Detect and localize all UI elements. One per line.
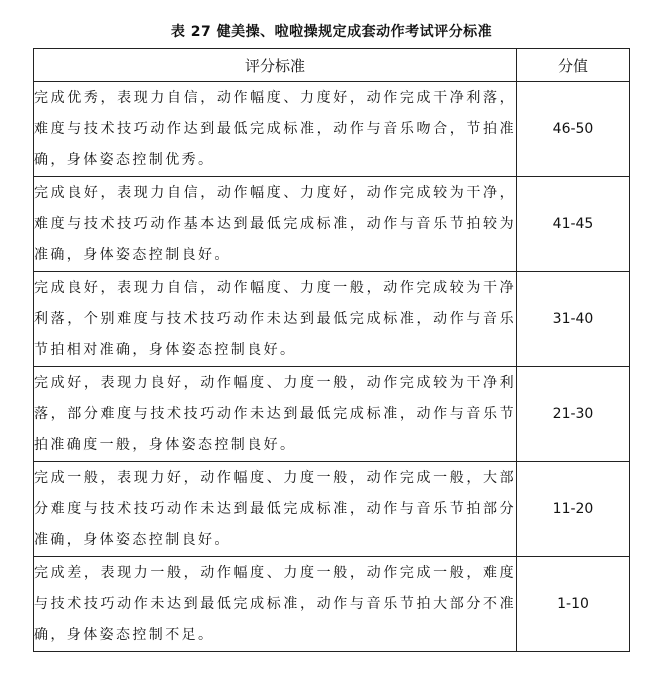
scoring-criteria-table — [33, 48, 630, 652]
table-row — [34, 82, 630, 177]
table-row — [34, 557, 630, 652]
score-cell: 11-20 — [517, 462, 630, 557]
criteria-cell: 完成优秀，表现力自信，动作幅度、力度好，动作完成干净利落，难度与技术技巧动作达到最低完成标准，动作与音乐吻合，节拍准确，身体姿态控制优秀。 — [34, 82, 517, 177]
criteria-cell: 完成良好，表现力自信，动作幅度、力度好，动作完成较为干净，难度与技术技巧动作基本达到最低完成标准，动作与音乐节拍较为准确，身体姿态控制良好。 — [34, 177, 517, 272]
table-caption: 表 27 健美操、啦啦操规定成套动作考试评分标准 — [170, 24, 493, 40]
table-row — [34, 367, 630, 462]
score-cell: 46-50 — [517, 82, 630, 177]
score-cell: 41-45 — [517, 177, 630, 272]
criteria-cell: 完成良好，表现力自信，动作幅度、力度一般，动作完成较为干净利落，个别难度与技术技巧动作未达到最低完成标准，动作与音乐节拍相对准确，身体姿态控制良好。 — [34, 272, 517, 367]
header-score: 分值 — [517, 49, 630, 82]
score-cell: 21-30 — [517, 367, 630, 462]
table-row — [34, 272, 630, 367]
header-criteria: 评分标准 — [34, 49, 517, 82]
criteria-cell: 完成差，表现力一般，动作幅度、力度一般，动作完成一般，难度与技术技巧动作未达到最低完成标准，动作与音乐节拍大部分不准确，身体姿态控制不足。 — [34, 557, 517, 652]
table-row — [34, 177, 630, 272]
score-cell: 1-10 — [517, 557, 630, 652]
table-row — [34, 462, 630, 557]
criteria-cell: 完成一般，表现力好，动作幅度、力度一般，动作完成一般，大部分难度与技术技巧动作未达到最低完成标准，动作与音乐节拍部分准确，身体姿态控制良好。 — [34, 462, 517, 557]
score-cell: 31-40 — [517, 272, 630, 367]
criteria-cell: 完成好，表现力良好，动作幅度、力度一般，动作完成较为干净利落，部分难度与技术技巧动作未达到最低完成标准，动作与音乐节拍准确度一般，身体姿态控制良好。 — [34, 367, 517, 462]
table-header-row — [34, 49, 630, 82]
